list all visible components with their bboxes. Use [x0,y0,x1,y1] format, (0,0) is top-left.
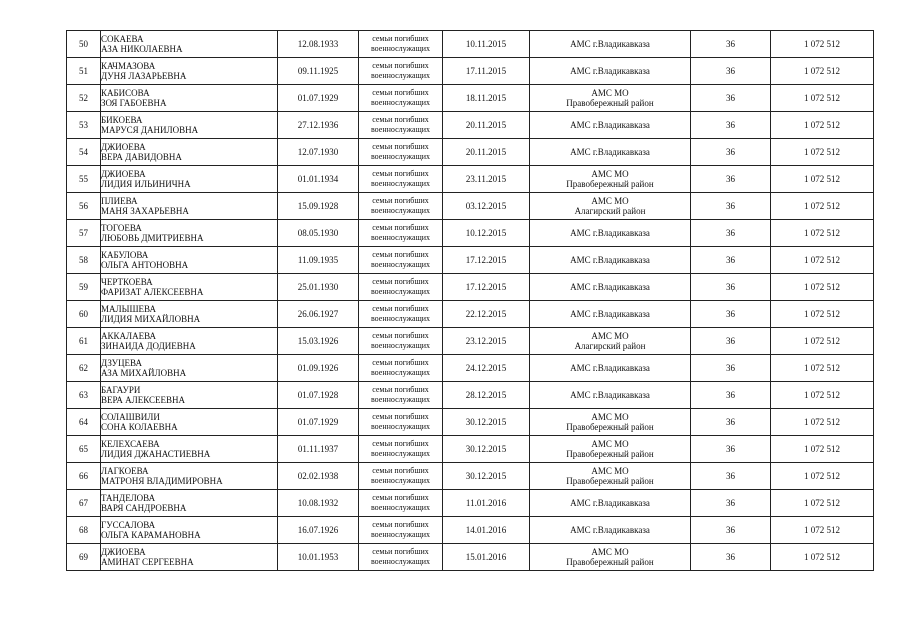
table-row [67,139,874,166]
table-row [67,544,874,571]
table-row [67,382,874,409]
birth-date: 10.08.1932 [278,490,359,517]
amount: 1 072 512 [771,301,874,328]
birth-date: 09.11.1925 [278,58,359,85]
given-names: АМИНАТ СЕРГЕЕВНА [101,557,194,567]
amount: 1 072 512 [771,85,874,112]
authority-line-2: Правобережный район [566,422,654,432]
row-number: 51 [67,58,101,85]
birth-date: 10.01.1953 [278,544,359,571]
person-name-cell [101,355,278,382]
person-name-cell [101,463,278,490]
category-line-1: семьи погибших [372,34,429,43]
table-row [67,328,874,355]
person-name-cell [101,85,278,112]
person-name-cell [101,436,278,463]
person-name-cell [101,139,278,166]
person-name-cell [101,490,278,517]
person-name-cell [101,409,278,436]
issue-date: 15.01.2016 [443,544,530,571]
row-number: 69 [67,544,101,571]
row-number: 64 [67,409,101,436]
birth-date: 01.09.1926 [278,355,359,382]
authority-cell [530,139,691,166]
amount: 1 072 512 [771,31,874,58]
birth-date: 11.09.1935 [278,247,359,274]
authority-cell [530,355,691,382]
category-cell [359,31,443,58]
table-row [67,409,874,436]
surname: ДЖИОЕВА [101,142,146,152]
given-names: ОЛЬГА КАРАМАНОВНА [101,530,201,540]
table-row [67,85,874,112]
birth-date: 15.03.1926 [278,328,359,355]
category-line-2: военнослужащих [370,557,431,566]
category-line-2: военнослужащих [370,233,431,242]
authority-line-1: АМС г.Владикавказа [570,309,650,319]
category-line-2: военнослужащих [370,71,431,80]
quantity: 36 [691,139,771,166]
issue-date: 28.12.2015 [443,382,530,409]
surname: БАГАУРИ [101,385,141,395]
issue-date: 20.11.2015 [443,139,530,166]
table-row [67,301,874,328]
beneficiaries-table [66,30,874,571]
issue-date: 11.01.2016 [443,490,530,517]
authority-line-1: АМС г.Владикавказа [570,255,650,265]
surname: КАБУЛОВА [101,250,149,260]
category-cell [359,166,443,193]
table-row [67,463,874,490]
authority-line-1: АМС г.Владикавказа [570,363,650,373]
category-cell [359,247,443,274]
amount: 1 072 512 [771,436,874,463]
amount: 1 072 512 [771,463,874,490]
quantity: 36 [691,436,771,463]
amount: 1 072 512 [771,382,874,409]
category-cell [359,220,443,247]
birth-date: 27.12.1936 [278,112,359,139]
authority-cell [530,436,691,463]
amount: 1 072 512 [771,220,874,247]
category-line-1: семьи погибших [372,547,429,556]
category-line-1: семьи погибших [372,250,429,259]
category-line-1: семьи погибших [372,196,429,205]
amount: 1 072 512 [771,247,874,274]
category-cell [359,328,443,355]
surname: СОЛАШВИЛИ [101,412,160,422]
birth-date: 12.07.1930 [278,139,359,166]
authority-line-1: АМС МО [591,88,629,98]
row-number: 53 [67,112,101,139]
category-cell [359,112,443,139]
given-names: МАТРОНЯ ВЛАДИМИРОВНА [101,476,223,486]
issue-date: 23.11.2015 [443,166,530,193]
surname: БИКОЕВА [101,115,143,125]
issue-date: 22.12.2015 [443,301,530,328]
category-line-1: семьи погибших [372,493,429,502]
surname: ДЗУЦЕВА [101,358,142,368]
amount: 1 072 512 [771,517,874,544]
table-row [67,436,874,463]
row-number: 62 [67,355,101,382]
category-line-1: семьи погибших [372,358,429,367]
birth-date: 01.11.1937 [278,436,359,463]
given-names: ЛИДИЯ ИЛЬИНИЧНА [101,179,191,189]
authority-line-1: АМС г.Владикавказа [570,147,650,157]
category-line-1: семьи погибших [372,277,429,286]
given-names: СОНА КОЛАЕВНА [101,422,178,432]
quantity: 36 [691,220,771,247]
category-cell [359,193,443,220]
category-cell [359,544,443,571]
authority-cell [530,463,691,490]
authority-line-1: АМС МО [591,439,629,449]
authority-line-1: АМС МО [591,331,629,341]
category-line-2: военнослужащих [370,152,431,161]
amount: 1 072 512 [771,166,874,193]
given-names: ФАРИЗАТ АЛЕКСЕЕВНА [101,287,204,297]
authority-line-1: АМС г.Владикавказа [570,390,650,400]
category-line-2: военнослужащих [370,422,431,431]
row-number: 60 [67,301,101,328]
surname: ЛАГКОЕВА [101,466,149,476]
row-number: 57 [67,220,101,247]
person-name-cell [101,517,278,544]
quantity: 36 [691,328,771,355]
birth-date: 08.05.1930 [278,220,359,247]
row-number: 66 [67,463,101,490]
authority-cell [530,409,691,436]
person-name-cell [101,301,278,328]
category-line-1: семьи погибших [372,385,429,394]
quantity: 36 [691,544,771,571]
authority-cell [530,112,691,139]
authority-cell [530,193,691,220]
quantity: 36 [691,301,771,328]
birth-date: 25.01.1930 [278,274,359,301]
table-row [67,274,874,301]
authority-cell [530,274,691,301]
row-number: 65 [67,436,101,463]
authority-cell [530,544,691,571]
category-line-1: семьи погибших [372,88,429,97]
quantity: 36 [691,517,771,544]
quantity: 36 [691,166,771,193]
quantity: 36 [691,490,771,517]
authority-cell [530,31,691,58]
authority-line-2: Правобережный район [566,476,654,486]
birth-date: 15.09.1928 [278,193,359,220]
authority-cell [530,328,691,355]
category-line-2: военнослужащих [370,206,431,215]
category-line-2: военнослужащих [370,449,431,458]
row-number: 58 [67,247,101,274]
birth-date: 26.06.1927 [278,301,359,328]
quantity: 36 [691,31,771,58]
amount: 1 072 512 [771,139,874,166]
given-names: ВЕРА АЛЕКСЕЕВНА [101,395,185,405]
surname: КАЧМАЗОВА [101,61,156,71]
category-line-1: семьи погибших [372,142,429,151]
birth-date: 12.08.1933 [278,31,359,58]
surname: ДЖИОЕВА [101,547,146,557]
category-line-1: семьи погибших [372,223,429,232]
authority-line-1: АМС МО [591,466,629,476]
given-names: ДУНЯ ЛАЗАРЬЕВНА [101,71,187,81]
issue-date: 17.12.2015 [443,274,530,301]
amount: 1 072 512 [771,193,874,220]
category-line-1: семьи погибших [372,331,429,340]
category-cell [359,274,443,301]
row-number: 67 [67,490,101,517]
person-name-cell [101,247,278,274]
row-number: 54 [67,139,101,166]
category-line-2: военнослужащих [370,260,431,269]
given-names: ЛИДИЯ ДЖАНАСТИЕВНА [101,449,211,459]
person-name-cell [101,31,278,58]
row-number: 52 [67,85,101,112]
authority-cell [530,490,691,517]
authority-line-1: АМС МО [591,547,629,557]
amount: 1 072 512 [771,409,874,436]
category-line-1: семьи погибших [372,520,429,529]
category-line-2: военнослужащих [370,98,431,107]
authority-line-1: АМС МО [591,412,629,422]
authority-cell [530,166,691,193]
authority-line-2: Правобережный район [566,449,654,459]
amount: 1 072 512 [771,328,874,355]
category-line-1: семьи погибших [372,439,429,448]
authority-cell [530,517,691,544]
authority-line-1: АМС г.Владикавказа [570,282,650,292]
category-cell [359,436,443,463]
authority-line-1: АМС г.Владикавказа [570,525,650,535]
authority-cell [530,247,691,274]
quantity: 36 [691,463,771,490]
category-cell [359,58,443,85]
surname: ДЖИОЕВА [101,169,146,179]
row-number: 55 [67,166,101,193]
surname: КЕЛЕХСАЕВА [101,439,160,449]
person-name-cell [101,328,278,355]
category-line-1: семьи погибших [372,466,429,475]
category-line-1: семьи погибших [372,304,429,313]
amount: 1 072 512 [771,58,874,85]
amount: 1 072 512 [771,544,874,571]
surname: ЧЕРТКОЕВА [101,277,153,287]
issue-date: 17.12.2015 [443,247,530,274]
quantity: 36 [691,58,771,85]
issue-date: 14.01.2016 [443,517,530,544]
issue-date: 10.12.2015 [443,220,530,247]
birth-date: 01.07.1929 [278,85,359,112]
given-names: АЗА МИХАЙЛОВНА [101,368,187,378]
table-row [67,490,874,517]
quantity: 36 [691,382,771,409]
row-number: 63 [67,382,101,409]
authority-line-2: Правобережный район [566,98,654,108]
category-line-1: семьи погибших [372,169,429,178]
issue-date: 20.11.2015 [443,112,530,139]
authority-line-2: Правобережный район [566,557,654,567]
authority-cell [530,301,691,328]
table-row [67,31,874,58]
table-body [67,31,874,571]
birth-date: 01.07.1929 [278,409,359,436]
table-row [67,58,874,85]
given-names: ЗОЯ ГАБОЕВНА [101,98,167,108]
category-line-2: военнослужащих [370,368,431,377]
surname: МАЛЫШЕВА [101,304,156,314]
given-names: АЗА НИКОЛАЕВНА [101,44,183,54]
surname: КАБИСОВА [101,88,150,98]
quantity: 36 [691,355,771,382]
person-name-cell [101,112,278,139]
category-line-2: военнослужащих [370,476,431,485]
issue-date: 23.12.2015 [443,328,530,355]
quantity: 36 [691,409,771,436]
issue-date: 30.12.2015 [443,409,530,436]
category-cell [359,355,443,382]
table-row [67,247,874,274]
given-names: ВЕРА ДАВИДОВНА [101,152,182,162]
given-names: МАНЯ ЗАХАРЬЕВНА [101,206,189,216]
authority-line-1: АМС г.Владикавказа [570,39,650,49]
category-line-2: военнослужащих [370,503,431,512]
table-row [67,355,874,382]
person-name-cell [101,220,278,247]
category-cell [359,301,443,328]
row-number: 56 [67,193,101,220]
surname: ТАНДЕЛОВА [101,493,156,503]
issue-date: 10.11.2015 [443,31,530,58]
person-name-cell [101,166,278,193]
issue-date: 18.11.2015 [443,85,530,112]
category-line-2: военнослужащих [370,44,431,53]
person-name-cell [101,58,278,85]
category-cell [359,139,443,166]
authority-line-2: Алагирский район [574,341,646,351]
row-number: 61 [67,328,101,355]
category-cell [359,85,443,112]
authority-line-1: АМС г.Владикавказа [570,66,650,76]
authority-cell [530,58,691,85]
given-names: МАРУСЯ ДАНИЛОВНА [101,125,199,135]
given-names: ВАРЯ САНДРОЕВНА [101,503,187,513]
category-line-2: военнослужащих [370,125,431,134]
amount: 1 072 512 [771,490,874,517]
category-line-2: военнослужащих [370,287,431,296]
surname: ПЛИЕВА [101,196,138,206]
amount: 1 072 512 [771,274,874,301]
authority-line-2: Правобережный район [566,179,654,189]
person-name-cell [101,274,278,301]
given-names: ЛИДИЯ МИХАЙЛОВНА [101,314,201,324]
table-row [67,193,874,220]
table-row [67,112,874,139]
surname: АККАЛАЕВА [101,331,157,341]
authority-cell [530,220,691,247]
birth-date: 01.07.1928 [278,382,359,409]
person-name-cell [101,382,278,409]
table-row [67,220,874,247]
surname: ГУССАЛОВА [101,520,156,530]
amount: 1 072 512 [771,112,874,139]
authority-cell [530,382,691,409]
issue-date: 03.12.2015 [443,193,530,220]
surname: СОКАЕВА [101,34,144,44]
category-cell [359,409,443,436]
person-name-cell [101,193,278,220]
authority-line-1: АМС МО [591,169,629,179]
category-line-1: семьи погибших [372,115,429,124]
authority-line-2: Алагирский район [574,206,646,216]
given-names: ЛЮБОВЬ ДМИТРИЕВНА [101,233,204,243]
quantity: 36 [691,274,771,301]
authority-line-1: АМС г.Владикавказа [570,120,650,130]
given-names: ОЛЬГА АНТОНОВНА [101,260,189,270]
issue-date: 30.12.2015 [443,436,530,463]
quantity: 36 [691,193,771,220]
person-name-cell [101,544,278,571]
issue-date: 17.11.2015 [443,58,530,85]
table-row [67,166,874,193]
category-line-2: военнослужащих [370,341,431,350]
category-cell [359,463,443,490]
category-line-2: военнослужащих [370,395,431,404]
quantity: 36 [691,85,771,112]
category-cell [359,490,443,517]
birth-date: 01.01.1934 [278,166,359,193]
amount: 1 072 512 [771,355,874,382]
category-line-2: военнослужащих [370,179,431,188]
row-number: 59 [67,274,101,301]
row-number: 50 [67,31,101,58]
category-cell [359,517,443,544]
surname: ТОГОЕВА [101,223,142,233]
authority-cell [530,85,691,112]
category-line-1: семьи погибших [372,412,429,421]
issue-date: 30.12.2015 [443,463,530,490]
category-line-1: семьи погибших [372,61,429,70]
authority-line-1: АМС г.Владикавказа [570,228,650,238]
row-number: 68 [67,517,101,544]
issue-date: 24.12.2015 [443,355,530,382]
table-row [67,517,874,544]
authority-line-1: АМС МО [591,196,629,206]
category-cell [359,382,443,409]
given-names: ЗИНАИДА ДОДИЕВНА [101,341,196,351]
category-line-2: военнослужащих [370,314,431,323]
category-line-2: военнослужащих [370,530,431,539]
quantity: 36 [691,247,771,274]
birth-date: 02.02.1938 [278,463,359,490]
authority-line-1: АМС г.Владикавказа [570,498,650,508]
quantity: 36 [691,112,771,139]
birth-date: 16.07.1926 [278,517,359,544]
